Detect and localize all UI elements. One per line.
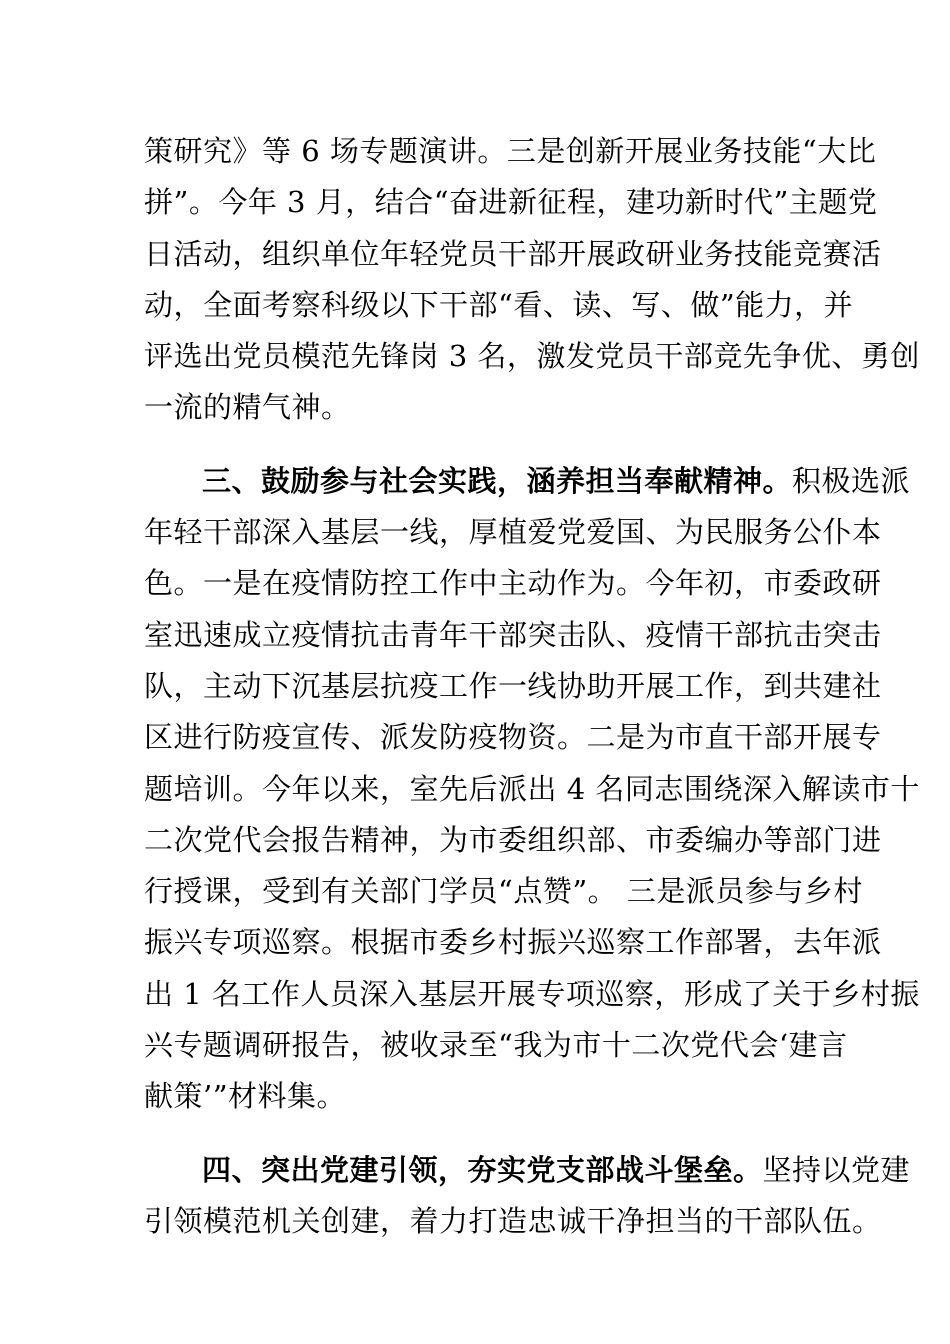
text-line: 队，主动下沉基层抗疫工作一线协助开展工作，到共建社 bbox=[144, 668, 882, 703]
paragraph-gap bbox=[144, 434, 806, 456]
text-line: 色。一是在疫情防控工作中主动作为。今年初，市委政研 bbox=[144, 566, 882, 601]
document-page bbox=[144, 126, 920, 1247]
text-line: 引领模范机关创建，着力打造忠诚干净担当的干部队伍。 bbox=[144, 1203, 882, 1238]
section-heading-4: 四、突出党建引领，夯实党支部战斗堡垒。 bbox=[202, 1152, 763, 1187]
text-line: 动，全面考察科级以下干部“看、读、写、做”能力，并 bbox=[144, 287, 854, 322]
text-line: 二次党代会报告精神，为市委组织部、市委编办等部门进 bbox=[144, 822, 882, 857]
text-line: 献策’”材料集。 bbox=[144, 1079, 347, 1114]
heading-trailing-text: 积极选派 bbox=[792, 463, 911, 498]
section-heading-3: 三、鼓励参与社会实践，涵养担当奉献精神。 bbox=[202, 463, 793, 498]
text-line bbox=[144, 1145, 911, 1196]
text-line: 拼”。今年 3 月，结合“奋进新征程，建功新时代”主题党 bbox=[144, 185, 878, 220]
paragraph-3 bbox=[144, 1145, 911, 1248]
text-line: 日活动，组织单位年轻党员干部开展政研业务技能竞赛活 bbox=[144, 236, 882, 271]
heading-trailing-text: 坚持以党建 bbox=[762, 1152, 911, 1187]
text-line: 振兴专项巡察。根据市委乡村振兴巡察工作部署，去年派 bbox=[144, 925, 882, 960]
text-line: 策研究》等 6 场专题演讲。三是创新开展业务技能“大比 bbox=[144, 134, 877, 168]
paragraph-gap bbox=[144, 1123, 806, 1145]
text-line: 评选出党员模范先锋岗 3 名，激发党员干部竞先争优、勇创 bbox=[144, 339, 920, 374]
text-line: 兴专题调研报告，被收录至“我为市十二次党代会‘建言 bbox=[144, 1028, 848, 1063]
text-line: 行授课，受到有关部门学员“点赞”。 三是派员参与乡村 bbox=[144, 874, 863, 909]
text-line: 题培训。今年以来，室先后派出 4 名同志围绕深入解读市十 bbox=[144, 771, 920, 806]
text-line: 室迅速成立疫情抗击青年干部突击队、疫情干部抗击突击 bbox=[144, 617, 882, 652]
text-line: 一流的精气神。 bbox=[144, 390, 351, 425]
paragraph-1 bbox=[144, 126, 920, 434]
text-line: 区进行防疫宣传、派发防疫物资。二是为市直干部开展专 bbox=[144, 720, 882, 755]
paragraph-2 bbox=[144, 456, 920, 1123]
text-line: 出 1 名工作人员深入基层开展专项巡察，形成了关于乡村振 bbox=[144, 976, 920, 1011]
text-line: 年轻干部深入基层一线，厚植爱党爱国、为民服务公仆本 bbox=[144, 515, 882, 550]
text-line bbox=[144, 456, 911, 507]
